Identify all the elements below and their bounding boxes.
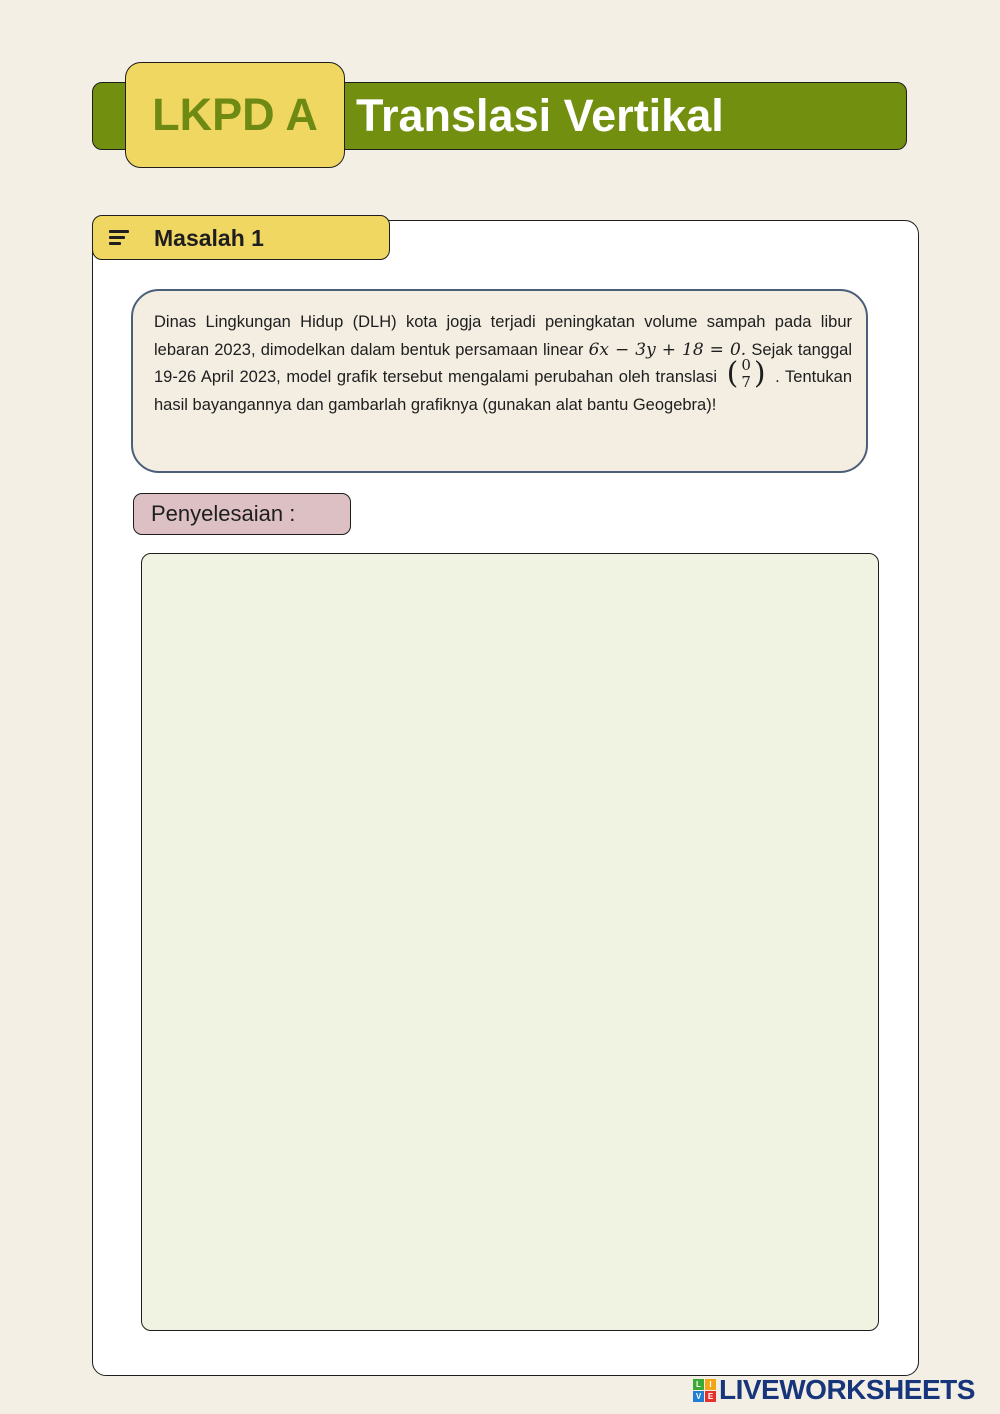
problem-statement	[131, 289, 868, 473]
equation: 6x − 3y + 18 = 0.	[588, 339, 747, 360]
logo-text: LIVEWORKSHEETS	[719, 1374, 975, 1405]
worksheet-badge: LKPD A	[125, 62, 345, 168]
answer-textarea[interactable]	[141, 553, 879, 1331]
menu-icon	[109, 230, 129, 246]
logo-letter: V	[693, 1391, 704, 1402]
logo-letter: L	[693, 1379, 704, 1390]
logo-letter: E	[705, 1391, 716, 1402]
page-title: Translasi Vertikal	[356, 90, 724, 141]
section-title: Masalah 1	[154, 225, 264, 251]
problem-text-2: Sejak tanggal 19-26 April 2023, model grafik tersebut mengalami perubahan oleh translasi	[154, 340, 852, 386]
problem-text-3: . Tentukan hasil bayangannya dan gambarlah grafiknya (gunakan alat bantu Geogebra)!	[154, 368, 852, 414]
vector-top: 0	[741, 355, 751, 374]
logo-letter: I	[705, 1379, 716, 1390]
liveworksheets-logo[interactable]	[693, 1374, 975, 1406]
translation-vector: ( 0 7 )	[726, 355, 766, 391]
section-tab	[92, 215, 390, 260]
solution-label: Penyelesaian :	[133, 493, 351, 535]
vector-bottom: 7	[741, 372, 751, 391]
logo-mark	[693, 1379, 716, 1402]
problem-text-1: Dinas Lingkungan Hidup (DLH) kota jogja terjadi peningkatan volume sampah pada libur lebaran 2023, dimodelkan dalam bentuk persamaan linear	[154, 313, 852, 359]
